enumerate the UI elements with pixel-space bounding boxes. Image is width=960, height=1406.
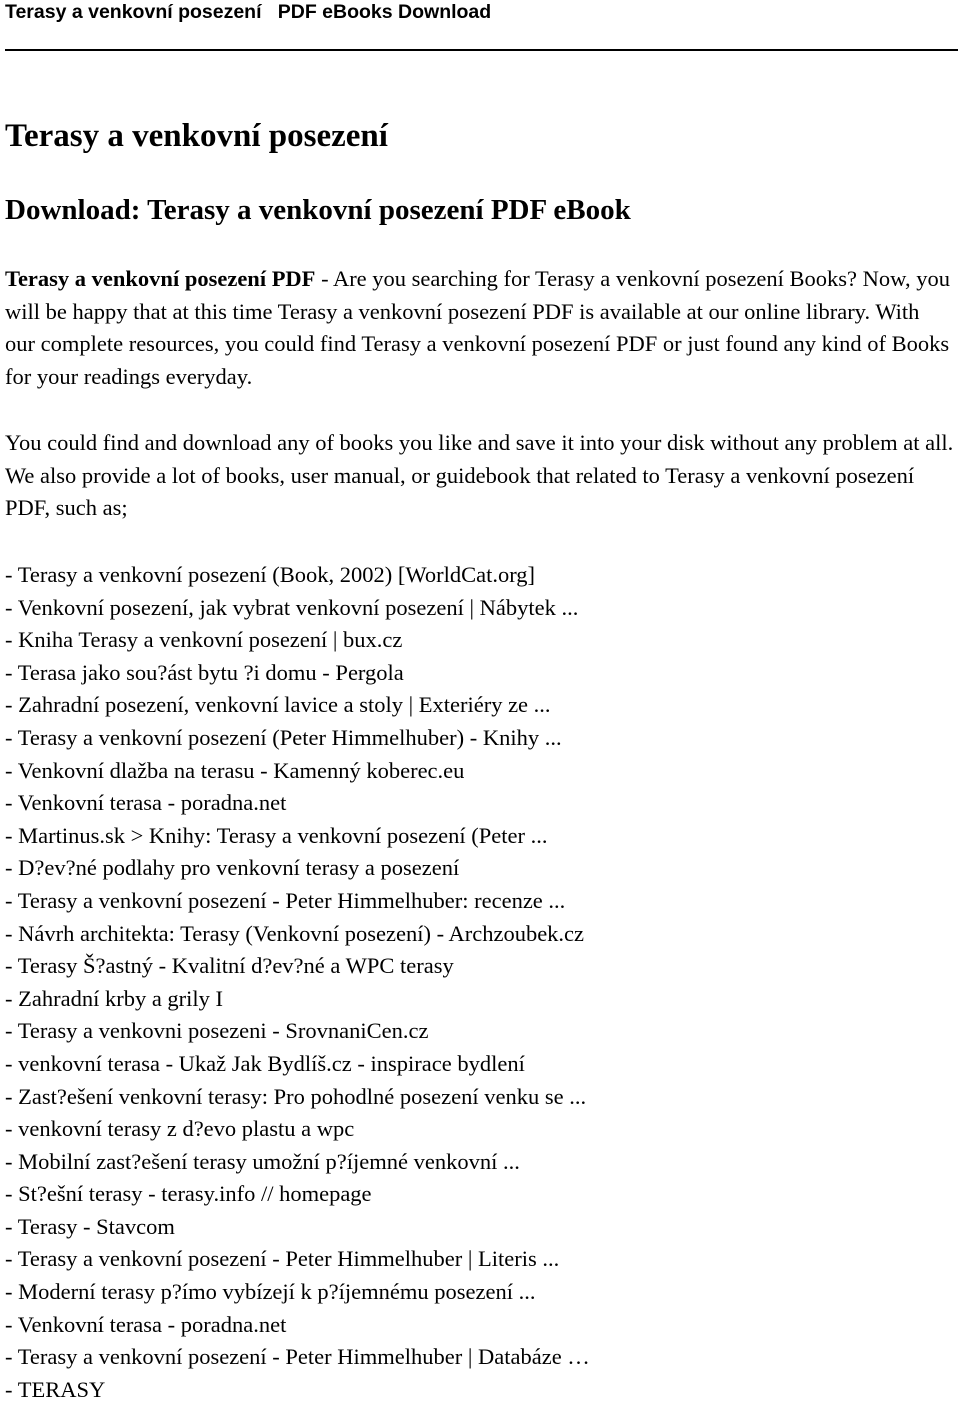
related-link-item[interactable]: - Terasy a venkovní posezení - Peter Himmelhuber | Databáze …	[5, 1344, 590, 1370]
related-link-item[interactable]: - Venkovní terasa - poradna.net	[5, 1311, 287, 1337]
related-link-item[interactable]: - Venkovní dlažba na terasu - Kamenný koberec.eu	[5, 757, 465, 783]
description-paragraph: You could find and download any of books you like and save it into your disk without any problem at all. We also provide a lot of books, user manual, or guidebook that related to Terasy a venkovní posezení PDF, such as;	[5, 430, 954, 521]
related-link-item[interactable]: - Kniha Terasy a venkovní posezení | bux.cz	[5, 627, 403, 653]
header-divider	[5, 49, 958, 51]
page-title: Terasy a venkovní posezení	[5, 118, 388, 154]
related-link-item[interactable]: - Zahradní posezení, venkovní lavice a stoly | Exteriéry ze ...	[5, 692, 551, 718]
related-link-item[interactable]: - Terasy a venkovní posezení - Peter Himmelhuber: recenze ...	[5, 887, 566, 913]
related-link-item[interactable]: - Terasy a venkovní posezení (Book, 2002) [WorldCat.org]	[5, 562, 536, 587]
related-link-item[interactable]: - Zahradní krby a grily I	[5, 985, 224, 1011]
related-link-item[interactable]: - Terasy a venkovní posezení (Peter Himmelhuber) - Knihy ...	[5, 724, 562, 750]
related-link-item[interactable]: - Terasy a venkovni posezeni - SrovnaniCen.cz	[5, 1018, 429, 1044]
related-link-item[interactable]: - Martinus.sk > Knihy: Terasy a venkovní posezení (Peter ...	[5, 822, 548, 848]
related-link-item[interactable]: - Moderní terasy p?ímo vybízejí k p?íjemnému posezení ...	[5, 1279, 536, 1305]
intro-bold-lead: Terasy a venkovní posezení PDF	[5, 266, 316, 291]
intro-text: - Are you searching for Terasy a venkovní posezení Books? Now, you will be happy that at this time Terasy a venkovní posezení PDF is available at our online library. With our complete resources, you could find Terasy a venkovní posezení PDF or just found any kind of Books for your readings everyday.	[5, 266, 950, 389]
related-link-item[interactable]: - Terasy Š?astný - Kvalitní d?ev?né a WPC terasy	[5, 953, 454, 979]
page-header: Terasy a venkovní posezení PDF eBooks Download	[5, 1, 492, 23]
intro-paragraph	[5, 263, 955, 393]
related-link-item[interactable]: - D?ev?né podlahy pro venkovní terasy a posezení	[5, 855, 460, 881]
related-link-item[interactable]: - venkovní terasy z d?evo plastu a wpc	[5, 1116, 355, 1142]
related-link-item[interactable]: - Zast?ešení venkovní terasy: Pro pohodlné posezení venku se ...	[5, 1083, 587, 1109]
related-link-item[interactable]: - St?ešní terasy - terasy.info // homepage	[5, 1181, 372, 1207]
related-links-list	[5, 559, 955, 1406]
related-link-item[interactable]: - venkovní terasa - Ukaž Jak Bydlíš.cz - inspirace bydlení	[5, 1050, 525, 1076]
related-link-item[interactable]: - Terasy a venkovní posezení - Peter Himmelhuber | Literis ...	[5, 1246, 560, 1272]
related-link-item[interactable]: - TERASY	[5, 1376, 106, 1402]
download-heading: Download: Terasy a venkovní posezení PDF eBook	[5, 194, 631, 226]
related-link-item[interactable]: - Mobilní zast?ešení terasy umožní p?íjemné venkovní ...	[5, 1148, 520, 1174]
related-link-item[interactable]: - Venkovní terasa - poradna.net	[5, 790, 287, 816]
related-link-item[interactable]: - Venkovní posezení, jak vybrat venkovní posezení | Nábytek ...	[5, 594, 579, 620]
related-link-item[interactable]: - Terasy - Stavcom	[5, 1213, 175, 1239]
related-link-item[interactable]: - Návrh architekta: Terasy (Venkovní posezení) - Archzoubek.cz	[5, 920, 585, 946]
related-link-item[interactable]: - Terasa jako sou?ást bytu ?i domu - Pergola	[5, 659, 404, 685]
